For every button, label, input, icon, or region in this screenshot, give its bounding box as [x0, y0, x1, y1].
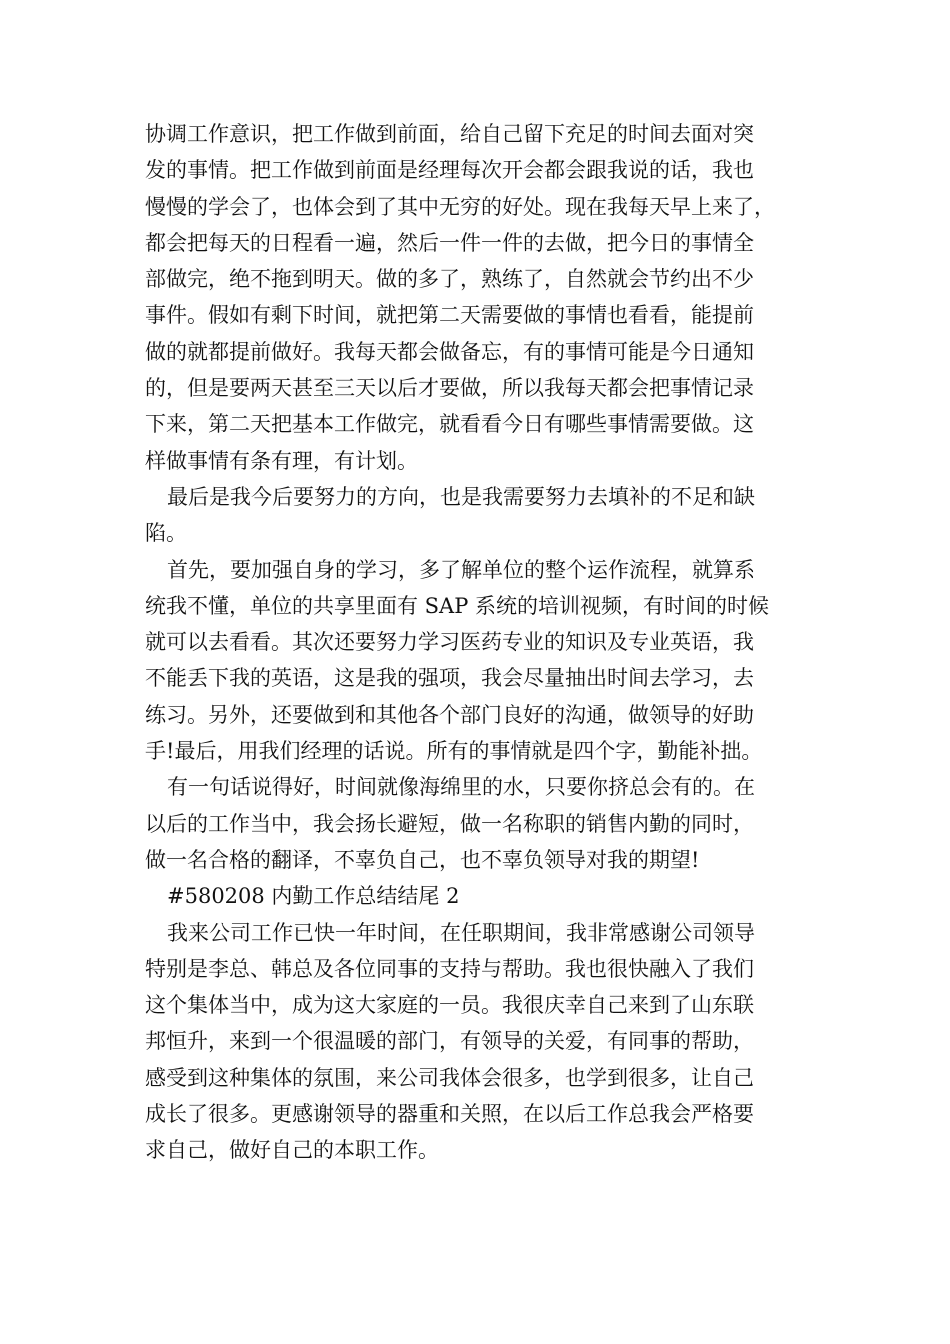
text-line: 邦恒升，来到一个很温暖的部门，有领导的关爱，有同事的帮助，	[145, 1029, 754, 1054]
paragraph-first-line: 首先，要加强自身的学习，多了解单位的整个运作流程，就算系	[167, 557, 755, 582]
text-line: 统我不懂，单位的共享里面有 SAP 系统的培训视频，有时间的时候	[145, 593, 770, 618]
text-line: 不能丢下我的英语，这是我的强项，我会尽量抽出时间去学习，去	[145, 666, 754, 691]
text-line: 做的就都提前做好。我每天都会做备忘，有的事情可能是今日通知	[145, 339, 754, 364]
text-line: 以后的工作当中，我会扬长避短，做一名称职的销售内勤的同时，	[145, 811, 754, 836]
text-line: 求自己，做好自己的本职工作。	[145, 1138, 439, 1163]
text-line: 样做事情有条有理，有计划。	[145, 448, 418, 473]
text-line: 都会把每天的日程看一遍，然后一件一件的去做，把今日的事情全	[145, 230, 754, 255]
text-line: 成长了很多。更感谢领导的器重和关照，在以后工作总我会严格要	[145, 1102, 754, 1127]
text-line: 陷。	[145, 521, 187, 546]
text-line: 特别是李总、韩总及各位同事的支持与帮助。我也很快融入了我们	[145, 956, 754, 981]
text-line: 手!最后，用我们经理的话说。所有的事情就是四个字，勤能补拙。	[145, 739, 763, 764]
text-line: 协调工作意识，把工作做到前面，给自己留下充足的时间去面对突	[145, 122, 754, 146]
text-line: 下来，第二天把基本工作做完，就看看今日有哪些事情需要做。这	[145, 412, 754, 437]
text-line: 部做完，绝不拖到明天。做的多了，熟练了，自然就会节约出不少	[145, 267, 754, 292]
paragraph-first-line: 有一句话说得好，时间就像海绵里的水，只要你挤总会有的。在	[167, 775, 755, 800]
text-line: 练习。另外，还要做到和其他各个部门良好的沟通，做领导的好助	[145, 702, 754, 727]
text-line: 感受到这种集体的氛围，来公司我体会很多，也学到很多，让自己	[145, 1065, 754, 1090]
text-line: 这个集体当中，成为这大家庭的一员。我很庆幸自己来到了山东联	[145, 993, 754, 1018]
paragraph-first-line: 我来公司工作已快一年时间，在任职期间，我非常感谢公司领导	[167, 920, 755, 945]
text-line: 做一名合格的翻译，不辜负自己，也不辜负领导对我的期望!	[145, 847, 700, 872]
paragraph-first-line: 最后是我今后要努力的方向，也是我需要努力去填补的不足和缺	[167, 484, 755, 509]
section-heading: #580208 内勤工作总结结尾 2	[167, 884, 460, 909]
text-line: 发的事情。把工作做到前面是经理每次开会都会跟我说的话，我也	[145, 158, 754, 183]
text-line: 就可以去看看。其次还要努力学习医药专业的知识及专业英语，我	[145, 630, 754, 655]
document-body	[145, 116, 817, 1169]
text-line: 慢慢的学会了，也体会到了其中无穷的好处。现在我每天早上来了，	[145, 194, 775, 219]
text-line: 事件。假如有剩下时间，就把第二天需要做的事情也看看，能提前	[145, 303, 754, 328]
text-line: 的，但是要两天甚至三天以后才要做，所以我每天都会把事情记录	[145, 376, 754, 401]
